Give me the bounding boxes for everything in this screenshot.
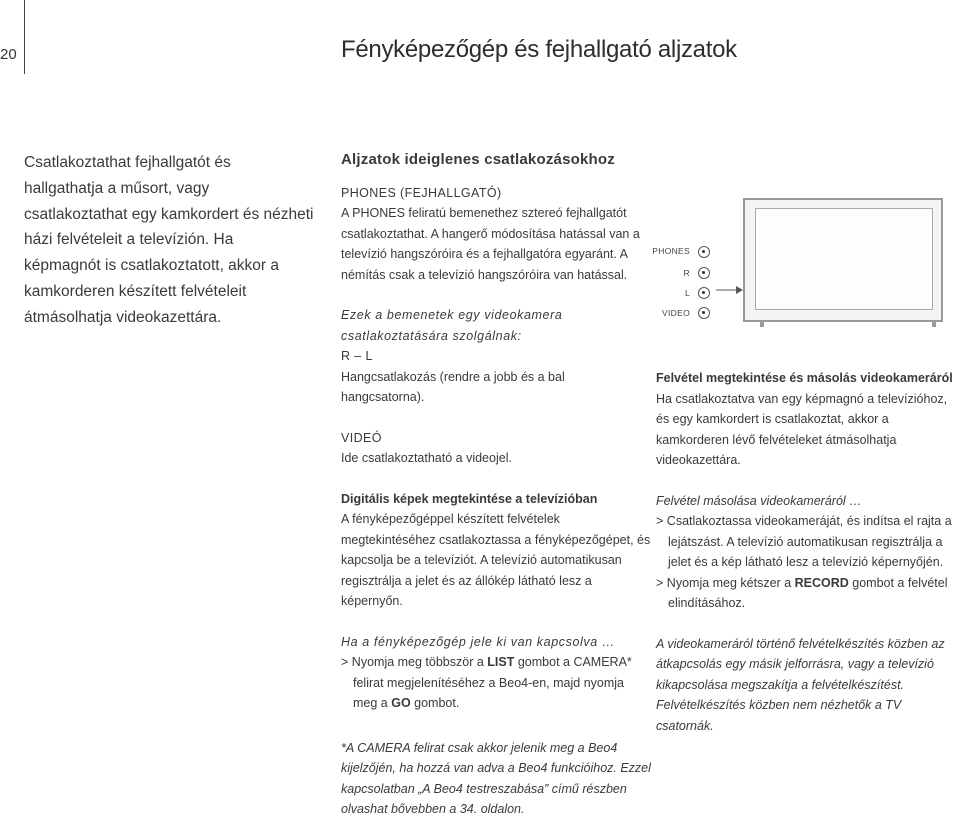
arrow-right-icon (716, 284, 744, 296)
step-marker: > (656, 514, 664, 528)
video-text: Ide csatlakoztatható a videojel. (341, 451, 512, 465)
phones-jack-icon (698, 246, 710, 258)
port-label-phones: PHONES (652, 246, 690, 256)
step-text: gombot. (410, 696, 460, 710)
intro-text: Csatlakoztathat fejhallgatót és hallgathatja a műsort, vagy csatlakoztathat egy kamkordert és nézheti házi felvételeit a televízión. Ha képmagnót is csatlakoztatott, akkor a kamkorderen készített felvételeit átmásolhatja videokazettára. (24, 154, 314, 326)
interrupt-note: A videokameráról történő felvételkészítés közben az átkapcsolás egy másik jelforrásra, vagy a televízió kikapcsolása megszakítja a felvételkészítést. (656, 636, 945, 692)
tv-foot (760, 321, 764, 327)
digital-text: A fényképezőgéppel készített felvételek megtekintéséhez csatlakoztassa a fényképezőgépet, és kapcsolja be a televíziót. A televízió automatikusan regisztrálja a jelet és az állókép látható lesz a képernyőn. (341, 512, 651, 608)
go-key: GO (391, 696, 411, 710)
rl-heading: R – L (341, 349, 373, 363)
video-heading: VIDEÓ (341, 430, 382, 445)
connect-step (656, 511, 959, 573)
tv-foot (932, 321, 936, 327)
record-step (656, 573, 959, 614)
camera-on-heading: Ha a fényképezőgép jele ki van kapcsolva … (341, 634, 615, 649)
list-key: LIST (487, 655, 515, 669)
right-column (656, 368, 959, 736)
r-jack-icon (698, 267, 710, 279)
list-step (341, 652, 651, 714)
record-key: RECORD (794, 575, 849, 590)
page-title: Fényképezőgép és fejhallgató aljzatok (341, 36, 737, 63)
step-marker: > (656, 575, 664, 590)
footnote: *A CAMERA felirat csak akkor jelenik meg a Beo4 kijelzőjén, ha hozzá van adva a Beo4 funkcióihoz. Ezzel kapcsolatban „A Beo4 testreszabása” című részben olvashat bővebben a 34. oldalon. (341, 740, 651, 816)
page-number: 20 (0, 46, 17, 63)
step-text: Csatlakoztassa videokameráját, és indítsa el rajta a lejátszást. A televízió automatikusan regisztrálja a jelet és a kép látható lesz a televízió képernyőjén. (666, 514, 952, 569)
digital-heading: Digitális képek megtekintése a televízióban (341, 491, 598, 506)
phones-heading: PHONES (FEJHALLGATÓ) (341, 185, 502, 200)
step-text: gombot a felvétel elindításához. (668, 575, 948, 610)
rl-text: Hangcsatlakozás (rendre a jobb és a bal hangcsatorna). (341, 369, 565, 404)
phones-text: A PHONES feliratú bemenethez sztereó fejhallgatót csatlakoztathat. A hangerő módosítása hatással van a televízió hangszóróira és a fejhallgatóra egyaránt. A némítás csak a televízió hangszóróira van hatással. (341, 206, 640, 282)
step-marker: > (341, 655, 349, 669)
step-text: Nyomja meg többször a (351, 655, 488, 669)
port-label-video: VIDEO (662, 308, 690, 318)
intro-column (24, 150, 314, 331)
section-heading: Aljzatok ideiglenes csatlakozásokhoz (341, 151, 615, 168)
view-text: Ha csatlakoztatva van egy képmagnó a televízióhoz, és egy kamkordert is csatlakoztat, akkor a kamkorderen lévő felvételeket átmásolhatja videokazettára. (656, 391, 948, 467)
view-heading: Felvétel megtekintése és másolás videokameráról (656, 371, 953, 385)
step-text: gombot a CAMERA* felirat megjelenítéséhez a Beo4-en, majd nyomja meg a (353, 655, 632, 710)
l-jack-icon (698, 287, 710, 299)
margin-divider (24, 0, 25, 74)
port-label-r: R (683, 268, 690, 278)
middle-column (341, 150, 651, 820)
tv-illustration (743, 198, 943, 322)
video-jack-icon (698, 307, 710, 319)
port-label-l: L (684, 288, 690, 298)
copy-heading: Felvétel másolása videokameráról … (656, 493, 862, 508)
tv-screen (755, 208, 933, 310)
camera-inputs-heading: Ezek a bemenetek egy videokamera csatlakoztatására szolgálnak: (341, 308, 563, 343)
step-text: Nyomja meg kétszer a (666, 575, 795, 590)
channels-note: Felvételkészítés közben nem nézhetők a TV csatornák. (656, 698, 902, 733)
